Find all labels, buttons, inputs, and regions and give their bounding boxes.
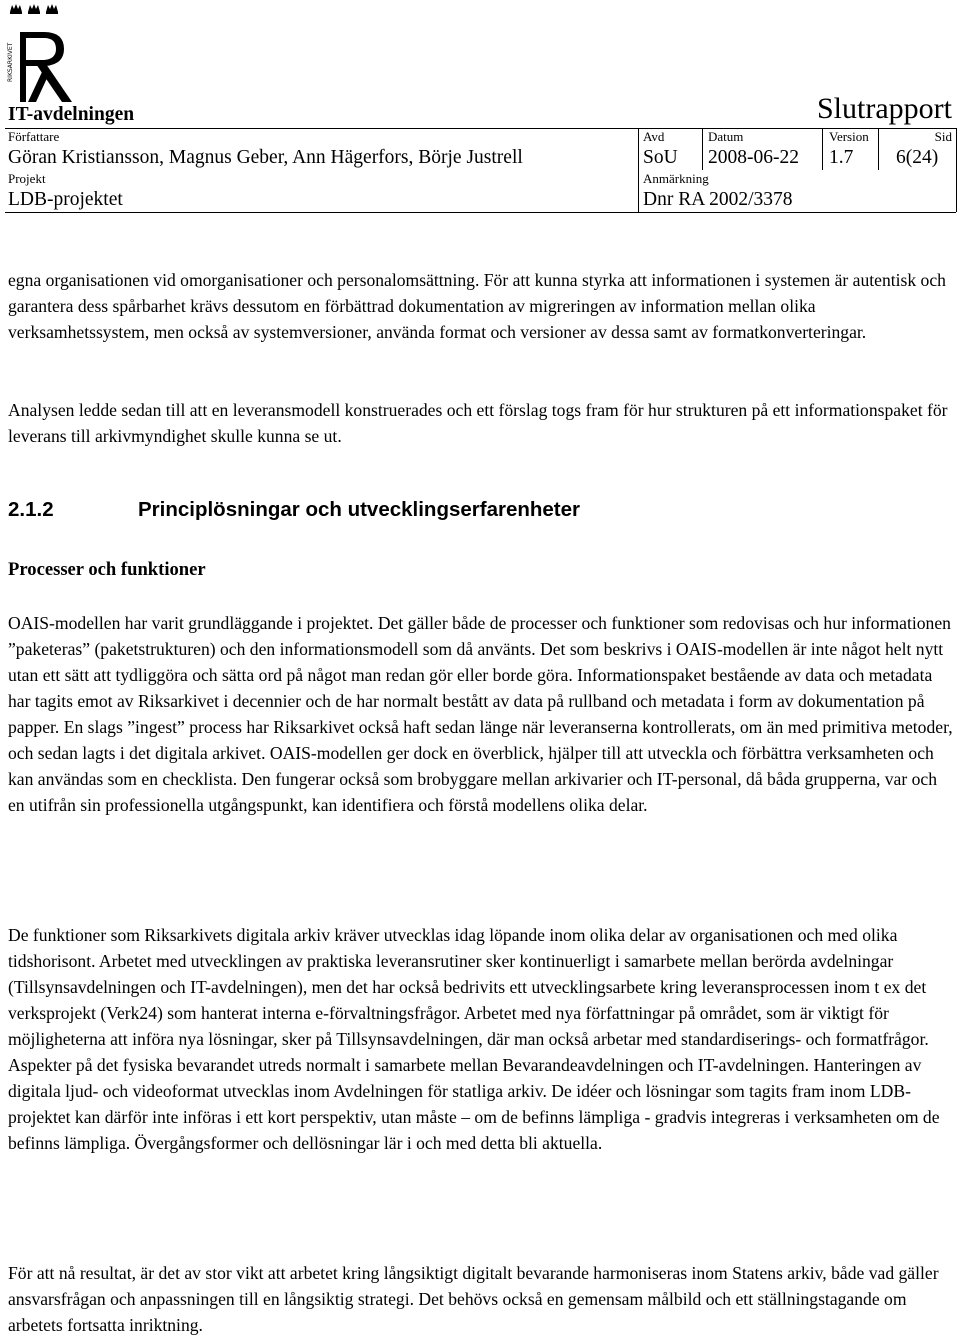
section-number: 2.1.2 xyxy=(8,498,54,521)
subsection-heading: Processer och funktioner xyxy=(8,559,206,580)
version-value: 1.7 xyxy=(829,147,854,168)
page-label: Sid xyxy=(934,129,952,144)
project-label: Projekt xyxy=(8,171,46,186)
paragraph: OAIS-modellen har varit grundläggande i projektet. Det gäller både de processer och funktioner som redovisas och hur informationen ”paketeras” (paketstrukturen) och den informationsmodell som då använts. Det som beskrivs i OAIS-modellen är inte något helt nytt utan ett sätt att tydliggöra och sätta ord på något man redan gör eller borde göra. Informationspaket bestående av data och metadata har tagits emot av Riksarkivet i decennier och de har normalt bestått av data på rullband och metadata i form av dokumentation på papper. En slags ”ingest” process har Riksarkivet också haft sedan länge när leveranserna kontrollerats, om än med primitiva metoder, och sedan lagts i det digitala arkivet. OAIS-modellen ger dock en överblick, hjälper till att utveckla och förbättra verksamheten och kan användas som en checklista. Den fungerar också som brobyggare mellan arkivarier och IT-personal, då båda grupperna, var och en utifrån sin professionella utgångspunkt, kan identifiera och förstå modellens olika delar. xyxy=(8,613,953,815)
avd-value: SoU xyxy=(643,147,678,168)
department-name: IT-avdelningen xyxy=(8,104,135,125)
section-title: Principlösningar och utvecklingserfarenheter xyxy=(138,498,581,521)
paragraph: De funktioner som Riksarkivets digitala arkiv kräver utvecklas idag löpande inom olika delar av organisationen och med olika tidshorisont. Arbetet med utvecklingen av praktiska leveransrutiner sker kontinuerligt i samarbete mellan berörda avdelningar (Tillsynsavdelningen och IT-avdelningen), men det har också bedrivits ett utvecklingsarbete kring leveransprocessen inom t ex det verksprojekt (Verk24) som hanterat interna e-förvaltningsfrågor. Arbetet med nya författningar på området, som är viktigt för möjligheterna att införa nya lösningar, sker på Tillsynsavdelningen, där man också arbetar med standardiserings- och formatfrågor. Aspekter på det fysiska bevarandet utreds normalt i samarbete mellan Bevarandeavdelningen och IT-avdelningen. Hanteringen av digitala ljud- och videoformat utvecklas inom Avdelningen för statliga arkiv. De idéer och lösningar som tagits fram inom LDB-projektet kan därför inte införas i ett kort perspektiv, utan måste – om de befinns lämpliga - gradvis integreras i verksamheten om de befinns lämpliga. Övergångsformer och dellösningar lär i och med detta bli aktuella. xyxy=(8,925,940,1153)
logo-text: RIKSARKIVET xyxy=(7,42,14,82)
header-divider xyxy=(956,128,957,212)
r-mark-icon xyxy=(20,32,72,102)
riksarkivet-logo xyxy=(6,2,76,104)
paragraph: egna organisationen vid omorganisationer och personalomsättning. För att kunna styrka att informationen i systemen är autentisk och garantera dess spårbarhet krävs dessutom en förbättrad dokumentation av migreringen av information mellan olika verksamhetssystem, men också av systemversioner, använda format och versioner av dessa samt av formatkonverteringar. xyxy=(8,270,946,342)
version-label: Version xyxy=(829,129,869,144)
header-bottom-rule xyxy=(5,212,956,213)
paragraph: Analysen ledde sedan till att en leveransmodell konstruerades och ett förslag togs fram för hur strukturen på ett informationspaket för leverans till arkivmyndighet skulle kunna se ut. xyxy=(8,400,948,446)
author-label: Författare xyxy=(8,129,60,144)
header-divider xyxy=(702,128,703,170)
date-label: Datum xyxy=(708,129,744,144)
author-value: Göran Kristiansson, Magnus Geber, Ann Hägerfors, Börje Justrell xyxy=(8,147,523,168)
paragraph: För att nå resultat, är det av stor vikt att arbetet kring långsiktigt digitalt bevarande harmoniseras inom Statens arkiv, både vad gäller ansvarsfrågan och anpassningen till en långsiktig strategi. Det behövs också en gemensam målbild och ett ställningstagande om arbetets fortsatta inriktning. xyxy=(8,1263,939,1335)
document-type: Slutrapport xyxy=(817,92,952,125)
header-divider xyxy=(822,128,823,170)
project-value: LDB-projektet xyxy=(8,189,123,210)
avd-label: Avd xyxy=(643,129,665,144)
section-heading xyxy=(8,496,580,524)
note-value: Dnr RA 2002/3378 xyxy=(643,189,793,210)
crown-icon xyxy=(10,4,58,14)
note-label: Anmärkning xyxy=(643,171,709,186)
header-top-rule xyxy=(5,128,956,129)
header-divider xyxy=(878,128,879,170)
page-value: 6(24) xyxy=(896,147,939,168)
date-value: 2008-06-22 xyxy=(708,147,799,168)
header-divider xyxy=(638,128,639,212)
